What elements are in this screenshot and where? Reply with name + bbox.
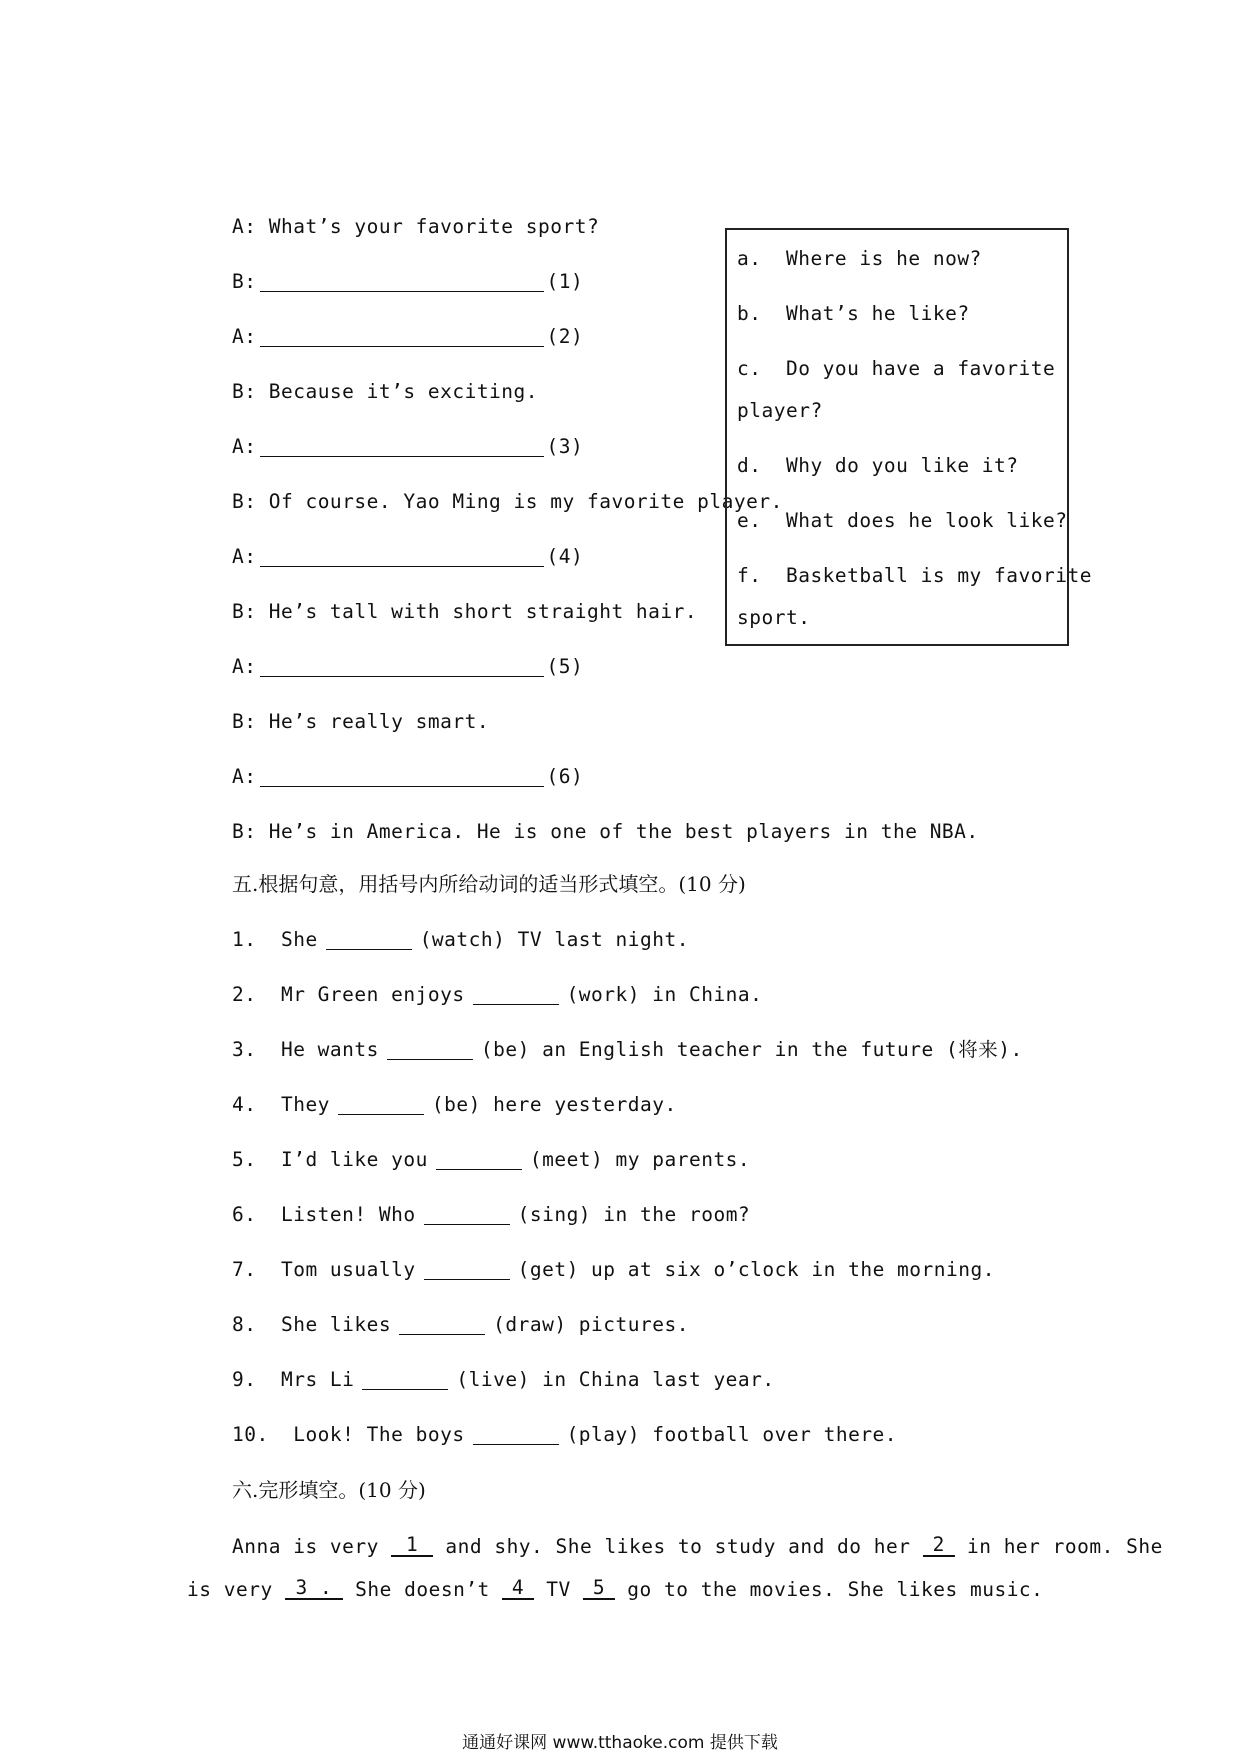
verb-blank[interactable] — [424, 1261, 510, 1280]
verb-blank[interactable] — [326, 931, 412, 950]
section-5-item: 3. He wants (be) an English teacher in the future (将来). — [232, 1038, 1023, 1061]
option-f-cont: sport. — [737, 606, 811, 629]
cloze-blank-2[interactable]: 2 — [923, 1535, 955, 1557]
dialogue-line-12: B: He’s in America. He is one of the best players in the NBA. — [232, 820, 979, 843]
dialogue-line-4: B: Because it’s exciting. — [232, 380, 539, 403]
cloze-line-1: Anna is very 1 and shy. She likes to study and do her 2 in her room. She — [232, 1533, 1163, 1558]
dialogue-line-11: A: (6) — [232, 765, 584, 788]
dialogue-line-1: A: What’s your favorite sport? — [232, 215, 600, 238]
option-d: d. Why do you like it? — [737, 454, 1019, 477]
options-box — [725, 228, 1092, 646]
section-5-item: 7. Tom usually (get) up at six o’clock in the morning. — [232, 1258, 995, 1281]
verb-blank[interactable] — [338, 1096, 424, 1115]
cloze-blank-1[interactable]: 1 — [391, 1535, 433, 1557]
dialogue-line-5: A: (3) — [232, 435, 584, 458]
option-b: b. What’s he like? — [737, 302, 970, 325]
dialogue-line-9: A: (5) — [232, 655, 584, 678]
cloze-blank-5[interactable]: 5 — [583, 1578, 615, 1600]
section-5-item: 1. She (watch) TV last night. — [232, 928, 689, 951]
dialogue-line-10: B: He’s really smart. — [232, 710, 490, 733]
section-5-item: 9. Mrs Li (live) in China last year. — [232, 1368, 775, 1391]
verb-blank[interactable] — [362, 1371, 448, 1390]
answer-blank[interactable] — [260, 273, 544, 292]
option-a: a. Where is he now? — [737, 247, 982, 270]
dialogue-line-6: B: Of course. Yao Ming is my favorite player. — [232, 490, 783, 513]
option-c-cont: player? — [737, 399, 823, 422]
verb-blank[interactable] — [473, 986, 559, 1005]
option-c: c. Do you have a favorite — [737, 357, 1056, 380]
answer-blank[interactable] — [260, 328, 544, 347]
verb-blank[interactable] — [436, 1151, 522, 1170]
verb-blank[interactable] — [399, 1316, 485, 1335]
option-e: e. What does he look like? — [737, 509, 1068, 532]
answer-blank[interactable] — [260, 438, 544, 457]
verb-blank[interactable] — [473, 1426, 559, 1445]
section-5-item: 10. Look! The boys (play) football over there. — [232, 1423, 898, 1446]
page-footer: 通通好课网 www.tthaoke.com 提供下载 — [462, 1733, 778, 1753]
answer-blank[interactable] — [260, 768, 544, 787]
option-f: f. Basketball is my favorite — [737, 564, 1092, 587]
cloze-line-2: is very 3 . She doesn’t 4 TV 5 go to the movies. She likes music. — [187, 1576, 1044, 1601]
section-5-title: 五.根据句意，用括号内所给动词的适当形式填空。(10 分) — [232, 872, 746, 896]
answer-blank[interactable] — [260, 548, 544, 567]
cloze-blank-4[interactable]: 4 — [502, 1578, 534, 1600]
verb-blank[interactable] — [424, 1206, 510, 1225]
section-5-item: 4. They (be) here yesterday. — [232, 1093, 677, 1116]
dialogue-line-3: A: (2) — [232, 325, 584, 348]
section-6-title: 六.完形填空。(10 分) — [232, 1478, 426, 1502]
answer-blank[interactable] — [260, 658, 544, 677]
cloze-blank-3[interactable]: 3 . — [285, 1578, 343, 1600]
section-5-item: 5. I’d like you (meet) my parents. — [232, 1148, 751, 1171]
dialogue-line-8: B: He’s tall with short straight hair. — [232, 600, 698, 623]
dialogue-line-7: A: (4) — [232, 545, 584, 568]
section-5-item: 6. Listen! Who (sing) in the room? — [232, 1203, 751, 1226]
section-5-item: 8. She likes (draw) pictures. — [232, 1313, 689, 1336]
section-5-item: 2. Mr Green enjoys (work) in China. — [232, 983, 763, 1006]
dialogue-line-2: B: (1) — [232, 270, 584, 293]
verb-blank[interactable] — [387, 1041, 473, 1060]
